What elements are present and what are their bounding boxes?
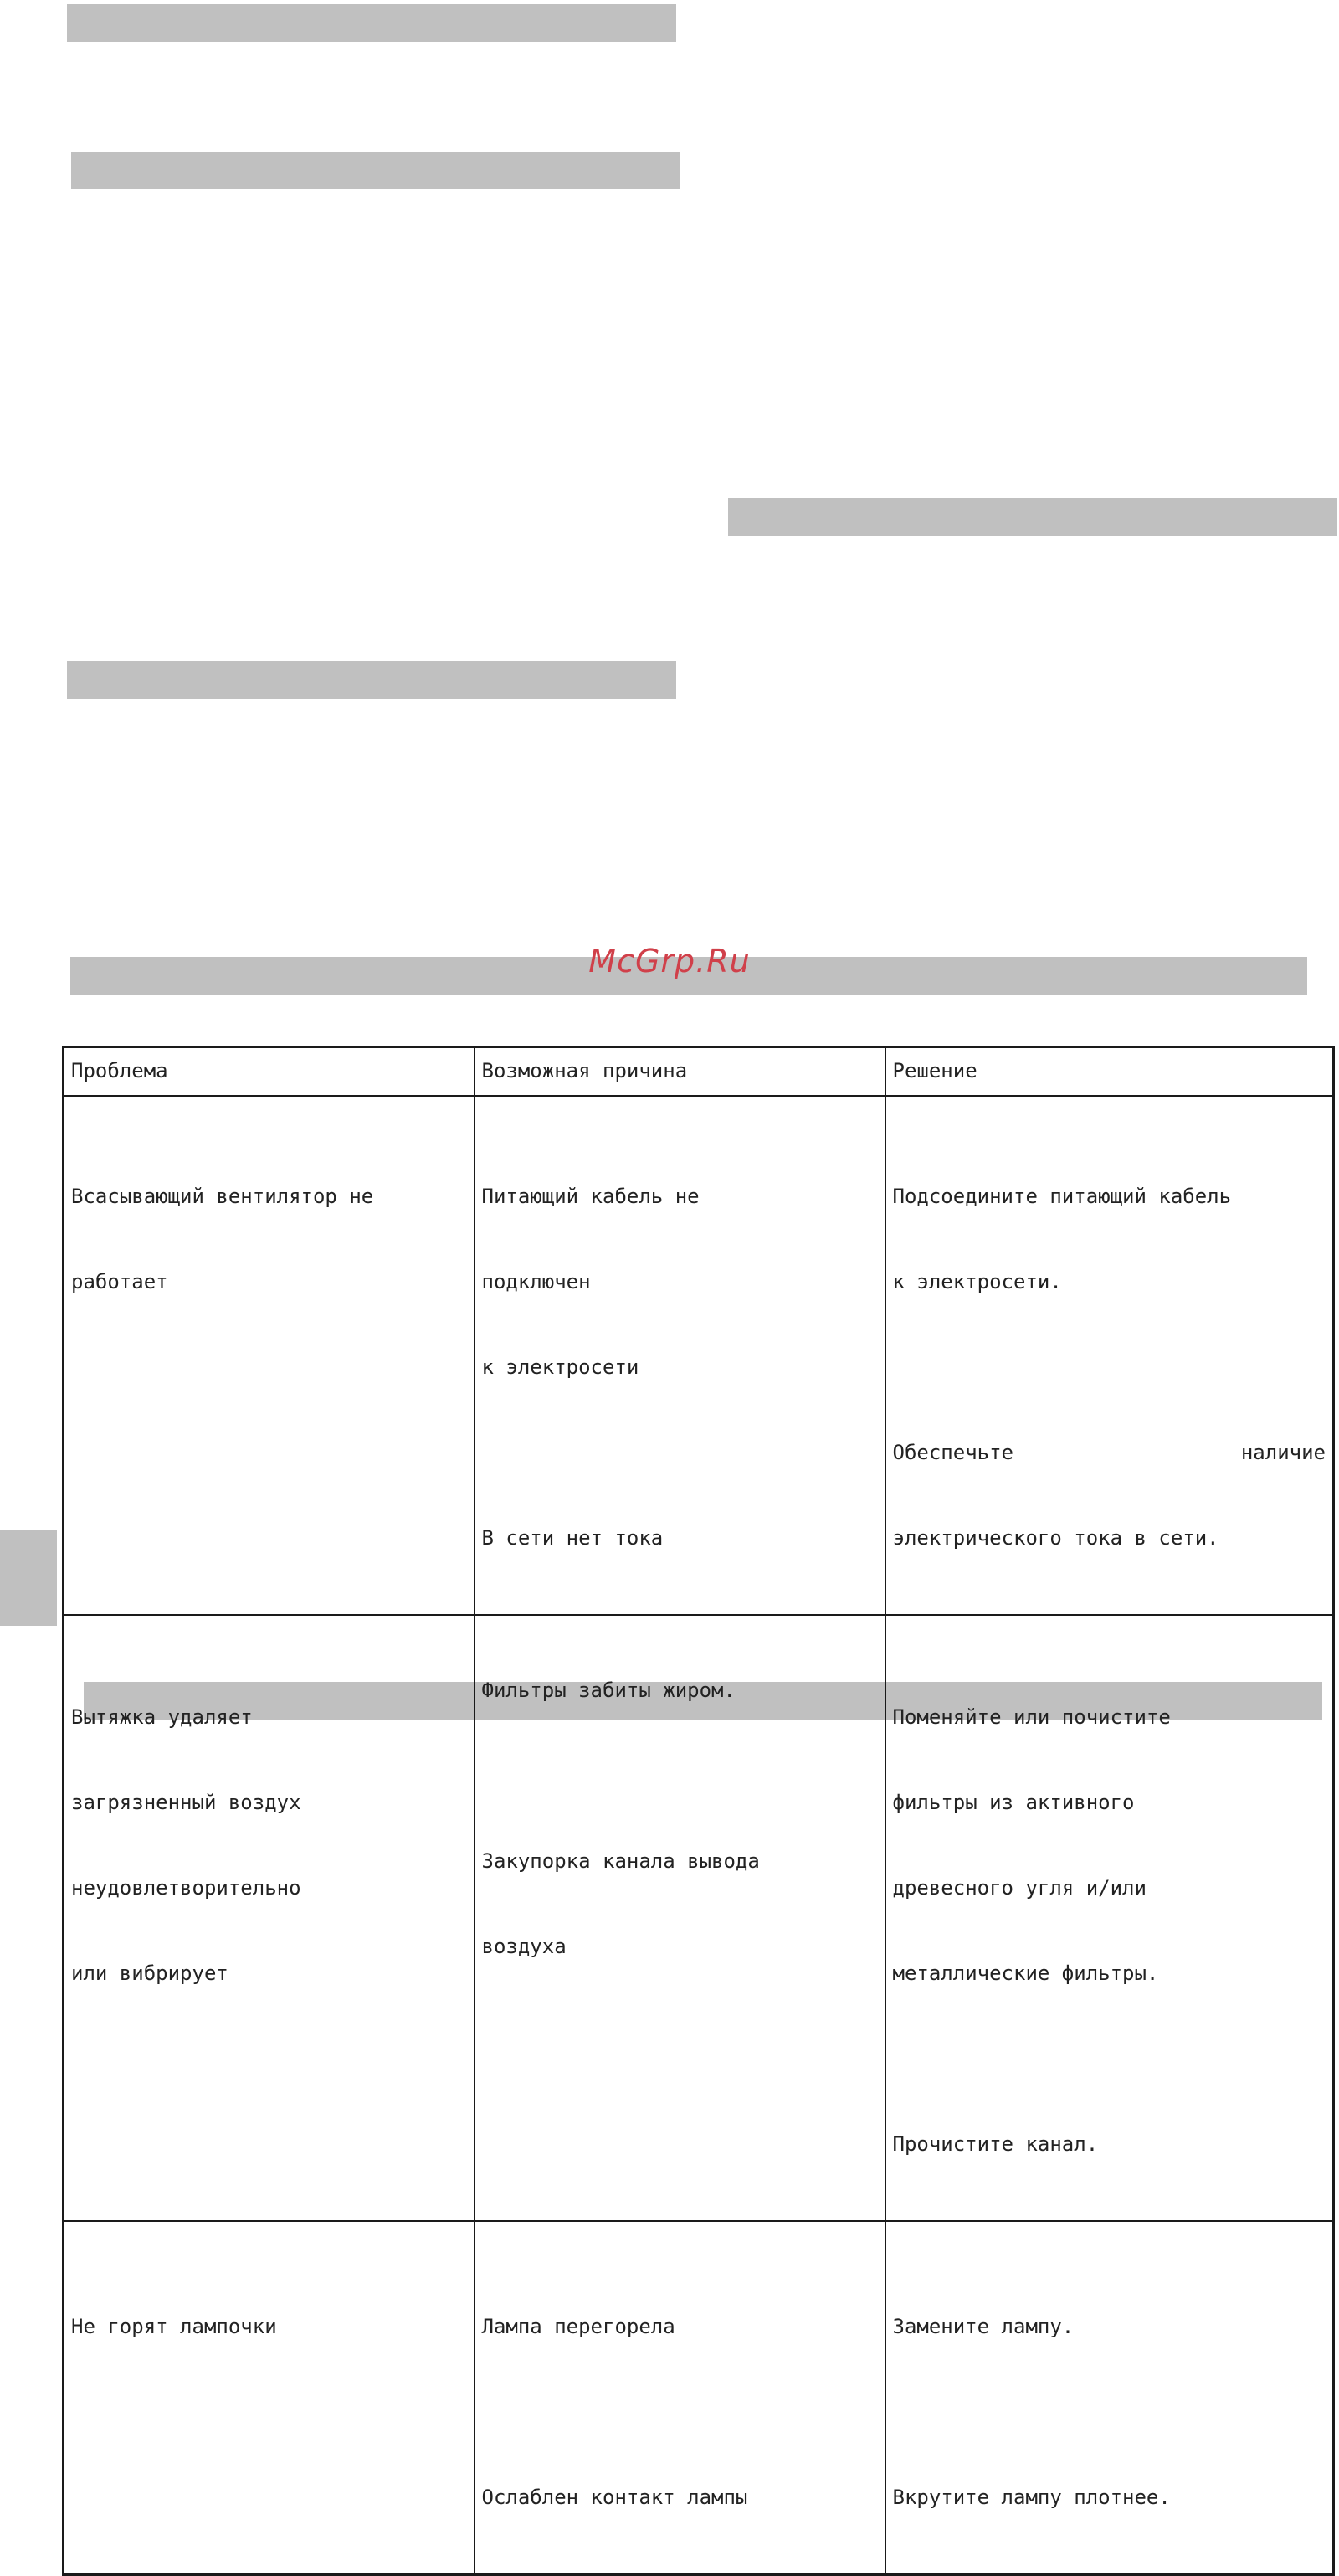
text-line: Замените лампу. <box>892 2315 1075 2338</box>
cause-cell <box>475 1096 885 1615</box>
text-line: В сети нет тока <box>481 1526 664 1550</box>
text-line: фильтры из активного <box>892 1791 1135 1814</box>
text-line: металлические фильтры. <box>892 1962 1159 1985</box>
watermark: McGrp.Ru <box>588 943 751 979</box>
text-line: к электросети. <box>892 1270 1062 1293</box>
text-line: Вытяжка удаляет <box>71 1705 253 1729</box>
section-header-bar-1 <box>67 4 676 42</box>
solution-cell <box>885 1615 1334 2221</box>
solution-cell <box>885 2221 1334 2575</box>
table-row <box>64 1615 1334 2221</box>
text-line-justified <box>893 1438 1326 1467</box>
text-line: работает <box>71 1270 168 1293</box>
text-line: Всасывающий вентилятор не <box>71 1185 374 1208</box>
text-line: электрического тока в сети. <box>892 1526 1219 1550</box>
text-line: Закупорка канала вывода <box>481 1849 760 1873</box>
header-cause: Возможная причина <box>475 1047 885 1097</box>
section-header-bar-4 <box>67 661 676 699</box>
section-header-bar-3 <box>728 498 1337 536</box>
text-line: Поменяйте или почистите <box>892 1705 1171 1729</box>
text-line: Фильтры забиты жиром. <box>481 1679 736 1702</box>
text-line: Ослаблен контакт лампы <box>481 2486 748 2509</box>
text-line: или вибрирует <box>71 1962 228 1985</box>
text-word: Обеспечьте <box>892 1441 1013 1464</box>
table-header-row <box>64 1047 1334 1097</box>
table-row <box>64 1096 1334 1615</box>
text-line: древесного угля и/или <box>892 1876 1147 1900</box>
text-line: Не горят лампочки <box>71 2315 277 2338</box>
text-line: Питающий кабель не <box>481 1185 700 1208</box>
problem-cell <box>64 1096 475 1615</box>
text-line: загрязненный воздух <box>71 1791 301 1814</box>
text-line: неудовлетворительно <box>71 1876 301 1900</box>
text-line: к электросети <box>481 1355 639 1379</box>
section-header-bar-2 <box>71 152 680 189</box>
text-line: подключен <box>481 1270 591 1293</box>
problem-cell <box>64 2221 475 2575</box>
text-line: воздуха <box>481 1935 567 1958</box>
text-line: Прочистите канал. <box>892 2132 1099 2156</box>
cause-cell <box>475 2221 885 2575</box>
header-solution: Решение <box>885 1047 1334 1097</box>
text-word: наличие <box>1240 1441 1326 1464</box>
table-row <box>64 2221 1334 2575</box>
cause-cell <box>475 1615 885 2221</box>
header-problem: Проблема <box>64 1047 475 1097</box>
troubleshooting-table <box>62 1046 1335 2576</box>
text-line: Вкрутите лампу плотнее. <box>892 2486 1171 2509</box>
problem-cell <box>64 1615 475 2221</box>
solution-cell <box>885 1096 1334 1615</box>
text-line: Подсоедините питающий кабель <box>892 1185 1232 1208</box>
page-side-tab <box>0 1530 57 1626</box>
text-line: Лампа перегорела <box>481 2315 675 2338</box>
